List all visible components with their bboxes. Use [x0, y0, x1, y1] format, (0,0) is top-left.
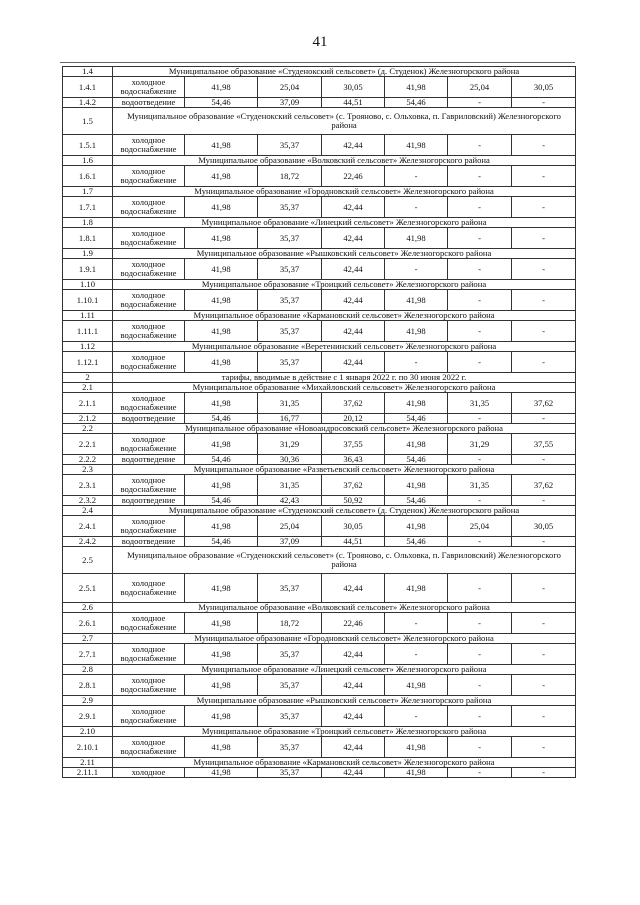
tariff-value: -: [512, 98, 576, 108]
table-row: [63, 737, 576, 758]
service-name: холодное водоснабжение: [113, 475, 185, 496]
row-number: 2.5: [63, 547, 113, 574]
tariff-value: 35,37: [258, 737, 322, 758]
row-number: 1.4.2: [63, 98, 113, 108]
section-title: Муниципальное образование «Волковский сельсовет» Железногорского района: [113, 603, 576, 613]
service-name: холодное водоснабжение: [113, 321, 185, 342]
tariff-value: 20,12: [322, 414, 385, 424]
service-name: водоотведение: [113, 98, 185, 108]
section-title: Муниципальное образование «Студенокский сельсовет» (с. Трояново, с. Ольховка, п. Гавриловский) Железногорского района: [113, 108, 576, 135]
tariff-value: 41,98: [385, 393, 448, 414]
tariff-value: -: [448, 321, 512, 342]
service-name: холодное водоснабжение: [113, 197, 185, 218]
service-name: холодное: [113, 768, 185, 778]
tariff-value: 41,98: [185, 228, 258, 249]
tariff-value: -: [448, 496, 512, 506]
table-row: [63, 393, 576, 414]
row-number: 2.2.2: [63, 455, 113, 465]
section-title: Муниципальное образование «Городновский сельсовет» Железногорского района: [113, 634, 576, 644]
service-name: холодное водоснабжение: [113, 290, 185, 311]
table-row: [63, 675, 576, 696]
tariff-value: 37,09: [258, 98, 322, 108]
section-title: Муниципальное образование «Линецкий сельсовет» Железногорского района: [113, 665, 576, 675]
tariff-value: 30,05: [322, 77, 385, 98]
tariff-value: 41,98: [385, 516, 448, 537]
row-number: 1.11.1: [63, 321, 113, 342]
section-row: [63, 342, 576, 352]
tariff-value: -: [512, 737, 576, 758]
row-number: 2.4.1: [63, 516, 113, 537]
tariff-value: 54,46: [185, 414, 258, 424]
section-row: [63, 634, 576, 644]
row-number: 1.9.1: [63, 259, 113, 280]
tariff-value: 41,98: [385, 434, 448, 455]
tariff-value: 41,98: [185, 135, 258, 156]
tariff-value: 35,37: [258, 352, 322, 373]
table-row: [63, 613, 576, 634]
service-name: холодное водоснабжение: [113, 77, 185, 98]
row-number: 2.8: [63, 665, 113, 675]
row-number: 2.6: [63, 603, 113, 613]
tariff-value: 54,46: [385, 537, 448, 547]
tariff-value: -: [385, 259, 448, 280]
tariff-value: 41,98: [185, 516, 258, 537]
header-divider: [60, 62, 575, 63]
tariff-value: 41,98: [185, 77, 258, 98]
section-title: тарифы, вводимые в действие с 1 января 2022 г. по 30 июня 2022 г.: [113, 373, 576, 383]
row-number: 2.7: [63, 634, 113, 644]
section-title: Муниципальное образование «Троицкий сельсовет» Железногорского района: [113, 727, 576, 737]
tariff-value: -: [512, 537, 576, 547]
table-row: [63, 516, 576, 537]
tariff-value: 25,04: [258, 77, 322, 98]
tariff-value: 54,46: [185, 98, 258, 108]
row-number: 1.5.1: [63, 135, 113, 156]
section-row: [63, 696, 576, 706]
tariff-value: -: [512, 613, 576, 634]
tariff-value: -: [512, 290, 576, 311]
tariff-value: 35,37: [258, 259, 322, 280]
tariff-value: -: [448, 98, 512, 108]
section-title: Муниципальное образование «Кармановский сельсовет» Железногорского района: [113, 311, 576, 321]
table-row: [63, 166, 576, 187]
section-row: [63, 373, 576, 383]
tariff-value: 31,35: [448, 475, 512, 496]
row-number: 2.3.1: [63, 475, 113, 496]
table-row: [63, 475, 576, 496]
tariff-value: 41,98: [185, 259, 258, 280]
section-row: [63, 311, 576, 321]
service-name: холодное водоснабжение: [113, 706, 185, 727]
tariff-value: -: [448, 675, 512, 696]
row-number: 2.4: [63, 506, 113, 516]
tariff-value: -: [448, 537, 512, 547]
tariff-value: 18,72: [258, 166, 322, 187]
row-number: 1.11: [63, 311, 113, 321]
tariff-value: 35,37: [258, 228, 322, 249]
tariff-value: -: [512, 455, 576, 465]
section-row: [63, 249, 576, 259]
tariff-value: 41,98: [385, 77, 448, 98]
row-number: 2.10.1: [63, 737, 113, 758]
tariff-value: 18,72: [258, 613, 322, 634]
service-name: водоотведение: [113, 537, 185, 547]
service-name: холодное водоснабжение: [113, 393, 185, 414]
tariff-value: 44,51: [322, 537, 385, 547]
tariff-value: -: [385, 644, 448, 665]
table-row: [63, 768, 576, 778]
tariff-value: -: [512, 166, 576, 187]
section-title: Муниципальное образование «Рышковский сельсовет» Железногорского района: [113, 696, 576, 706]
tariff-value: 42,44: [322, 768, 385, 778]
tariff-value: -: [448, 228, 512, 249]
service-name: холодное водоснабжение: [113, 434, 185, 455]
service-name: холодное водоснабжение: [113, 737, 185, 758]
tariff-table: [62, 66, 576, 778]
section-row: [63, 665, 576, 675]
tariff-value: -: [512, 228, 576, 249]
tariff-value: 42,44: [322, 197, 385, 218]
row-number: 1.7: [63, 187, 113, 197]
table-row: [63, 98, 576, 108]
table-row: [63, 496, 576, 506]
section-title: Муниципальное образование «Разветьевский сельсовет» Железногорского района: [113, 465, 576, 475]
row-number: 2.7.1: [63, 644, 113, 665]
service-name: холодное водоснабжение: [113, 166, 185, 187]
row-number: 2.2.1: [63, 434, 113, 455]
table-row: [63, 644, 576, 665]
tariff-value: -: [448, 613, 512, 634]
tariff-value: 25,04: [448, 77, 512, 98]
tariff-value: -: [512, 768, 576, 778]
section-row: [63, 187, 576, 197]
tariff-value: 37,62: [322, 393, 385, 414]
table-row: [63, 414, 576, 424]
tariff-value: -: [448, 737, 512, 758]
row-number: 2.9: [63, 696, 113, 706]
tariff-value: 50,92: [322, 496, 385, 506]
tariff-value: 42,44: [322, 737, 385, 758]
service-name: водоотведение: [113, 414, 185, 424]
service-name: холодное водоснабжение: [113, 228, 185, 249]
page-number: 41: [312, 34, 328, 50]
service-name: холодное водоснабжение: [113, 613, 185, 634]
tariff-value: -: [512, 135, 576, 156]
tariff-value: -: [385, 352, 448, 373]
tariff-value: -: [448, 644, 512, 665]
row-number: 2.3: [63, 465, 113, 475]
tariff-value: -: [385, 166, 448, 187]
service-name: холодное водоснабжение: [113, 675, 185, 696]
section-title: Муниципальное образование «Новоандросовский сельсовет» Железногорского района: [113, 424, 576, 434]
tariff-value: -: [448, 352, 512, 373]
tariff-value: 41,98: [385, 321, 448, 342]
section-title: Муниципальное образование «Рышковский сельсовет» Железногорского района: [113, 249, 576, 259]
tariff-value: 54,46: [385, 496, 448, 506]
tariff-value: 41,98: [185, 393, 258, 414]
tariff-value: -: [448, 455, 512, 465]
tariff-value: 54,46: [185, 537, 258, 547]
tariff-value: 41,98: [185, 166, 258, 187]
tariff-value: 35,37: [258, 197, 322, 218]
table-row: [63, 259, 576, 280]
tariff-value: 16,77: [258, 414, 322, 424]
row-number: 1.8.1: [63, 228, 113, 249]
tariff-value: 42,44: [322, 706, 385, 727]
tariff-value: -: [512, 414, 576, 424]
tariff-value: 41,98: [385, 737, 448, 758]
tariff-value: -: [512, 574, 576, 603]
tariff-value: -: [448, 135, 512, 156]
section-row: [63, 758, 576, 768]
tariff-value: -: [448, 574, 512, 603]
tariff-value: 35,37: [258, 321, 322, 342]
table-row: [63, 574, 576, 603]
tariff-value: 35,37: [258, 574, 322, 603]
tariff-value: -: [448, 166, 512, 187]
tariff-value: -: [448, 197, 512, 218]
tariff-value: 35,37: [258, 135, 322, 156]
tariff-value: 41,98: [185, 290, 258, 311]
section-row: [63, 506, 576, 516]
section-title: Муниципальное образование «Линецкий сельсовет» Железногорского района: [113, 218, 576, 228]
tariff-value: 25,04: [448, 516, 512, 537]
tariff-value: 42,44: [322, 574, 385, 603]
tariff-value: 31,29: [258, 434, 322, 455]
row-number: 1.5: [63, 108, 113, 135]
section-row: [63, 603, 576, 613]
tariff-value: 35,37: [258, 644, 322, 665]
tariff-value: -: [512, 197, 576, 218]
tariff-value: 41,98: [385, 228, 448, 249]
tariff-value: -: [512, 675, 576, 696]
table-row: [63, 228, 576, 249]
tariff-value: 35,37: [258, 290, 322, 311]
section-row: [63, 67, 576, 77]
tariff-value: 54,46: [385, 455, 448, 465]
tariff-value: 36,43: [322, 455, 385, 465]
tariff-value: -: [512, 259, 576, 280]
section-title: Муниципальное образование «Студенокский сельсовет» (с. Трояново, с. Ольховка, п. Гавриловский) Железногорского района: [113, 547, 576, 574]
tariff-value: 42,44: [322, 259, 385, 280]
tariff-value: 41,98: [185, 768, 258, 778]
row-number: 2.8.1: [63, 675, 113, 696]
tariff-value: 31,35: [258, 393, 322, 414]
tariff-value: 37,09: [258, 537, 322, 547]
section-row: [63, 727, 576, 737]
tariff-value: 54,46: [385, 98, 448, 108]
row-number: 1.10.1: [63, 290, 113, 311]
tariff-value: 41,98: [385, 135, 448, 156]
tariff-value: 35,37: [258, 706, 322, 727]
tariff-value: 22,46: [322, 166, 385, 187]
tariff-value: 30,05: [512, 77, 576, 98]
tariff-value: -: [512, 496, 576, 506]
row-number: 1.4.1: [63, 77, 113, 98]
tariff-value: 41,98: [385, 768, 448, 778]
tariff-value: 41,98: [185, 706, 258, 727]
section-row: [63, 156, 576, 166]
row-number: 2.10: [63, 727, 113, 737]
row-number: 1.12: [63, 342, 113, 352]
tariff-value: 41,98: [185, 352, 258, 373]
tariff-value: -: [385, 613, 448, 634]
tariff-value: 42,44: [322, 675, 385, 696]
section-row: [63, 218, 576, 228]
tariff-value: 54,46: [385, 414, 448, 424]
tariff-value: 42,43: [258, 496, 322, 506]
tariff-value: 31,35: [258, 475, 322, 496]
tariff-value: 42,44: [322, 290, 385, 311]
tariff-value: 41,98: [185, 737, 258, 758]
row-number: 1.12.1: [63, 352, 113, 373]
section-row: [63, 547, 576, 574]
tariff-value: 41,98: [185, 475, 258, 496]
tariff-value: 25,04: [258, 516, 322, 537]
tariff-value: -: [512, 706, 576, 727]
row-number: 2.5.1: [63, 574, 113, 603]
table-row: [63, 290, 576, 311]
table-row: [63, 352, 576, 373]
tariff-value: 42,44: [322, 321, 385, 342]
tariff-value: -: [385, 706, 448, 727]
row-number: 1.7.1: [63, 197, 113, 218]
row-number: 1.10: [63, 280, 113, 290]
tariff-table-body: [63, 67, 576, 778]
tariff-value: 41,98: [385, 475, 448, 496]
tariff-value: 54,46: [185, 455, 258, 465]
section-row: [63, 280, 576, 290]
row-number: 2.11.1: [63, 768, 113, 778]
tariff-value: 41,98: [185, 613, 258, 634]
tariff-value: 30,05: [322, 516, 385, 537]
tariff-value: 42,44: [322, 228, 385, 249]
table-row: [63, 135, 576, 156]
tariff-value: -: [448, 414, 512, 424]
section-row: [63, 108, 576, 135]
row-number: 2: [63, 373, 113, 383]
tariff-value: 41,98: [185, 434, 258, 455]
section-row: [63, 383, 576, 393]
section-row: [63, 465, 576, 475]
row-number: 2.1.2: [63, 414, 113, 424]
section-title: Муниципальное образование «Волковский сельсовет» Железногорского района: [113, 156, 576, 166]
tariff-value: -: [448, 768, 512, 778]
tariff-value: 35,37: [258, 768, 322, 778]
row-number: 2.4.2: [63, 537, 113, 547]
service-name: холодное водоснабжение: [113, 352, 185, 373]
tariff-value: 31,35: [448, 393, 512, 414]
section-row: [63, 424, 576, 434]
row-number: 2.2: [63, 424, 113, 434]
row-number: 1.6.1: [63, 166, 113, 187]
table-row: [63, 455, 576, 465]
row-number: 2.9.1: [63, 706, 113, 727]
tariff-value: 41,98: [185, 321, 258, 342]
service-name: холодное водоснабжение: [113, 516, 185, 537]
tariff-value: 35,37: [258, 675, 322, 696]
tariff-value: 31,29: [448, 434, 512, 455]
tariff-value: 42,44: [322, 352, 385, 373]
table-row: [63, 197, 576, 218]
tariff-value: 54,46: [185, 496, 258, 506]
section-title: Муниципальное образование «Городновский сельсовет» Железногорского района: [113, 187, 576, 197]
tariff-value: 41,98: [385, 290, 448, 311]
tariff-value: 41,98: [185, 675, 258, 696]
tariff-value: -: [448, 259, 512, 280]
tariff-value: 37,62: [512, 475, 576, 496]
tariff-value: 41,98: [385, 574, 448, 603]
section-title: Муниципальное образование «Студенокский сельсовет» (д. Студенок) Железногорского района: [113, 506, 576, 516]
section-title: Муниципальное образование «Студенокский сельсовет» (д. Студенок) Железногорского района: [113, 67, 576, 77]
tariff-value: 30,05: [512, 516, 576, 537]
row-number: 1.9: [63, 249, 113, 259]
service-name: водоотведение: [113, 496, 185, 506]
row-number: 2.1: [63, 383, 113, 393]
tariff-value: 41,98: [185, 197, 258, 218]
service-name: холодное водоснабжение: [113, 644, 185, 665]
tariff-value: -: [385, 197, 448, 218]
table-row: [63, 321, 576, 342]
row-number: 2.11: [63, 758, 113, 768]
service-name: холодное водоснабжение: [113, 574, 185, 603]
tariff-value: -: [512, 352, 576, 373]
tariff-value: -: [512, 644, 576, 665]
tariff-value: 37,62: [512, 393, 576, 414]
tariff-value: -: [512, 321, 576, 342]
row-number: 1.6: [63, 156, 113, 166]
section-title: Муниципальное образование «Кармановский сельсовет» Железногорского района: [113, 758, 576, 768]
tariff-value: 37,55: [322, 434, 385, 455]
tariff-value: 44,51: [322, 98, 385, 108]
row-number: 2.3.2: [63, 496, 113, 506]
tariff-value: 30,36: [258, 455, 322, 465]
row-number: 1.4: [63, 67, 113, 77]
table-row: [63, 537, 576, 547]
tariff-value: -: [448, 290, 512, 311]
section-title: Муниципальное образование «Михайловский сельсовет» Железногорского района: [113, 383, 576, 393]
row-number: 2.6.1: [63, 613, 113, 634]
table-row: [63, 434, 576, 455]
section-title: Муниципальное образование «Веретенинский сельсовет» Железногорского района: [113, 342, 576, 352]
tariff-value: 41,98: [385, 675, 448, 696]
tariff-value: 41,98: [185, 574, 258, 603]
row-number: 2.1.1: [63, 393, 113, 414]
service-name: холодное водоснабжение: [113, 135, 185, 156]
section-title: Муниципальное образование «Троицкий сельсовет» Железногорского района: [113, 280, 576, 290]
tariff-value: -: [448, 706, 512, 727]
tariff-value: 41,98: [185, 644, 258, 665]
service-name: холодное водоснабжение: [113, 259, 185, 280]
tariff-value: 42,44: [322, 135, 385, 156]
row-number: 1.8: [63, 218, 113, 228]
table-row: [63, 77, 576, 98]
tariff-value: 42,44: [322, 644, 385, 665]
service-name: водоотведение: [113, 455, 185, 465]
tariff-value: 22,46: [322, 613, 385, 634]
table-row: [63, 706, 576, 727]
tariff-value: 37,55: [512, 434, 576, 455]
tariff-value: 37,62: [322, 475, 385, 496]
